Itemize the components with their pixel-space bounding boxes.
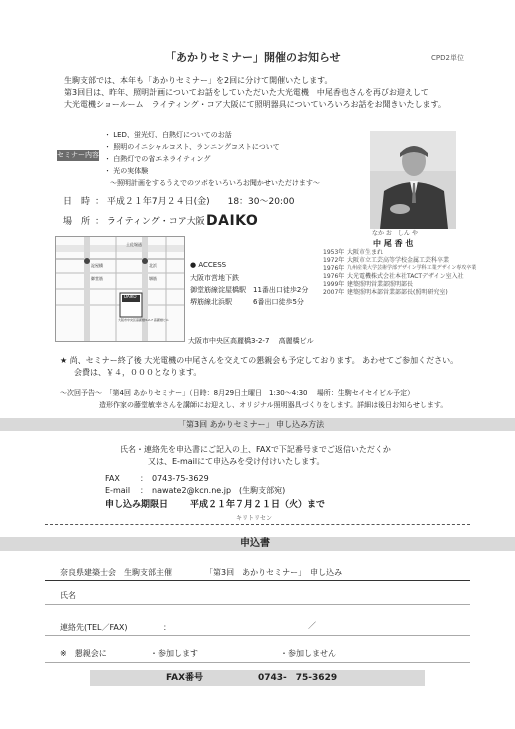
- form-heading: 申込書: [240, 538, 270, 549]
- deadline-value: 平成２１年７月２１日（火）まで: [190, 500, 326, 510]
- career-year: 1976年: [323, 273, 345, 280]
- form-contact-label: 連絡先(TEL／FAX): [60, 623, 128, 632]
- form-fax-value: 0743- 75-3629: [258, 673, 338, 683]
- map-label: 御堂筋: [91, 276, 103, 281]
- form-contact-colon: ：: [163, 623, 171, 632]
- map-label: 北浜: [149, 263, 157, 268]
- application-text-1: 氏名・連絡先を申込書にご記入の上、FAXで下記番号までご返信いただくか: [120, 445, 391, 454]
- career-text: 建築照明営業部照明部長: [347, 281, 414, 288]
- access-map: [55, 236, 185, 342]
- date-value: ： 平成２１年7月２４日(金) 18：30～20:00: [95, 197, 295, 207]
- map-label: DAIKO: [124, 294, 137, 299]
- career-text: 大阪市立工芸高等学校金属工芸科卒業: [347, 257, 450, 264]
- access-line: 堺筋線北浜駅 6番出口徒歩5分: [190, 298, 304, 306]
- fax-value: ： 0743-75-3629: [140, 474, 209, 483]
- form-divider: [45, 662, 470, 663]
- next-seminar-line-2: 造形作家の藤堂敏幸さんを講師にお迎えし、オリジナル照明器具づくりをします。詳細は後日お知らせします。: [99, 401, 448, 409]
- email-label: E-mail: [105, 486, 131, 495]
- intro-line-2: 第3回目は、昨年、照明計画についてお話をしていただいた大光電機 中尾香也さんを再びお迎えして: [64, 88, 429, 97]
- map-label: 堺筋: [149, 276, 157, 281]
- deadline-label: 申し込み期限日: [105, 500, 169, 510]
- career-text: 大光電機株式会社本社TACTデザイン室入社: [347, 273, 464, 280]
- speaker-kana: なか お しん や: [372, 230, 418, 237]
- map-label: 大阪市中央区高麗橋3-2-7 高麗橋ビル: [118, 318, 169, 322]
- form-organizer: 奈良県建築士会 生駒支部主催: [60, 568, 172, 577]
- career-year: 1953年: [323, 249, 345, 256]
- access-address: 大阪市中央区高麗橋3-2-7 高麗橋ビル: [188, 337, 314, 345]
- access-title: ● ACCESS: [190, 261, 227, 269]
- form-contact-separator: ／: [308, 621, 316, 630]
- party-fee: 会費は、￥４，０００となります。: [74, 368, 202, 377]
- application-method-heading: 「第3回 あかりセミナー」 申し込み方法: [178, 420, 325, 429]
- form-name-label: 氏名: [60, 591, 76, 600]
- place-label: 場 所: [63, 217, 91, 227]
- career-text: 建築照明本部営業部部長(照明研究室): [347, 289, 448, 296]
- career-year: 1976年: [323, 265, 345, 272]
- seminar-item: ・ 白熱灯での省エネライティング: [104, 155, 211, 163]
- email-value: ： nawate2@kcn.ne.jp (生駒支部宛): [140, 486, 286, 495]
- party-attend-option[interactable]: ・参加します: [150, 649, 198, 658]
- seminar-tagline: ～照明計画をするうえでのツボをいろいろお聞かせいただけます～: [110, 179, 320, 187]
- map-label: 淀屋橋: [91, 263, 103, 268]
- name-field[interactable]: [95, 588, 450, 602]
- party-note: ★ 尚、セミナー終了後 大光電機の中尾さんを交えての懇親会も予定しております。 あわせてご参加ください。: [60, 356, 459, 365]
- form-divider: [45, 635, 470, 636]
- form-event-name: 「第3回 あかりセミナー」 申し込み: [205, 568, 343, 577]
- speaker-name: 中 尾 香 也: [373, 239, 414, 248]
- date-label: 日 時: [63, 197, 91, 207]
- cpd-credit: CPD2単位: [431, 54, 464, 62]
- speaker-photo: [370, 131, 456, 229]
- party-question: ※ 懇親会に: [60, 649, 107, 658]
- career-text: 九州産業大学芸術学部デザイン学科工業デザイン専攻卒業: [347, 265, 477, 271]
- career-year: 2007年: [323, 289, 345, 296]
- party-decline-option[interactable]: ・参加しません: [280, 649, 336, 658]
- seminar-item: ・ 光の実体験: [104, 167, 149, 175]
- seminar-item: ・ 照明のイニシャルコスト、ランニングコストについて: [104, 143, 280, 151]
- place-value: ： ライティング・コア大阪: [95, 217, 205, 227]
- career-text: 大阪市生まれ: [347, 249, 384, 256]
- cut-line-label: キリトリセン: [236, 515, 272, 522]
- daiko-logo: DAIKO: [206, 213, 259, 229]
- form-divider: [45, 580, 470, 581]
- seminar-content-label: セミナー内容: [57, 151, 99, 159]
- career-year: 1972年: [323, 257, 345, 264]
- access-line: 大阪市営地下鉄: [190, 274, 239, 282]
- intro-line-3: 大光電機ショールーム ライティング・コア大阪にて照明器具についていろいろお話をお聞きいたします。: [64, 100, 446, 109]
- access-line: 御堂筋線淀屋橋駅 11番出口徒歩2分: [190, 286, 309, 294]
- form-divider: [45, 604, 470, 605]
- fax-label: FAX: [105, 474, 120, 483]
- career-year: 1999年: [323, 281, 345, 288]
- contact-field[interactable]: [175, 618, 450, 633]
- page-title: 「あかりセミナー」開催のお知らせ: [165, 51, 341, 64]
- seminar-item: ・ LED、蛍光灯、白熱灯についてのお話: [104, 131, 232, 139]
- cut-line: [45, 524, 470, 525]
- application-text-2: 又は、E-mailにて申込みを受け付けいたします。: [148, 457, 325, 466]
- form-fax-label: FAX番号: [166, 673, 204, 683]
- intro-line-1: 生駒支部では、本年も「あかりセミナー」を2回に分けて開催いたします。: [64, 76, 333, 85]
- map-label: 土佐堀通: [126, 242, 142, 247]
- next-seminar-line-1: ～次回予告～ 「第4回 あかりセミナー」（日時：8月29日土曜日 1:30～4:30 場所：生駒セイセイビル予定）: [60, 389, 415, 397]
